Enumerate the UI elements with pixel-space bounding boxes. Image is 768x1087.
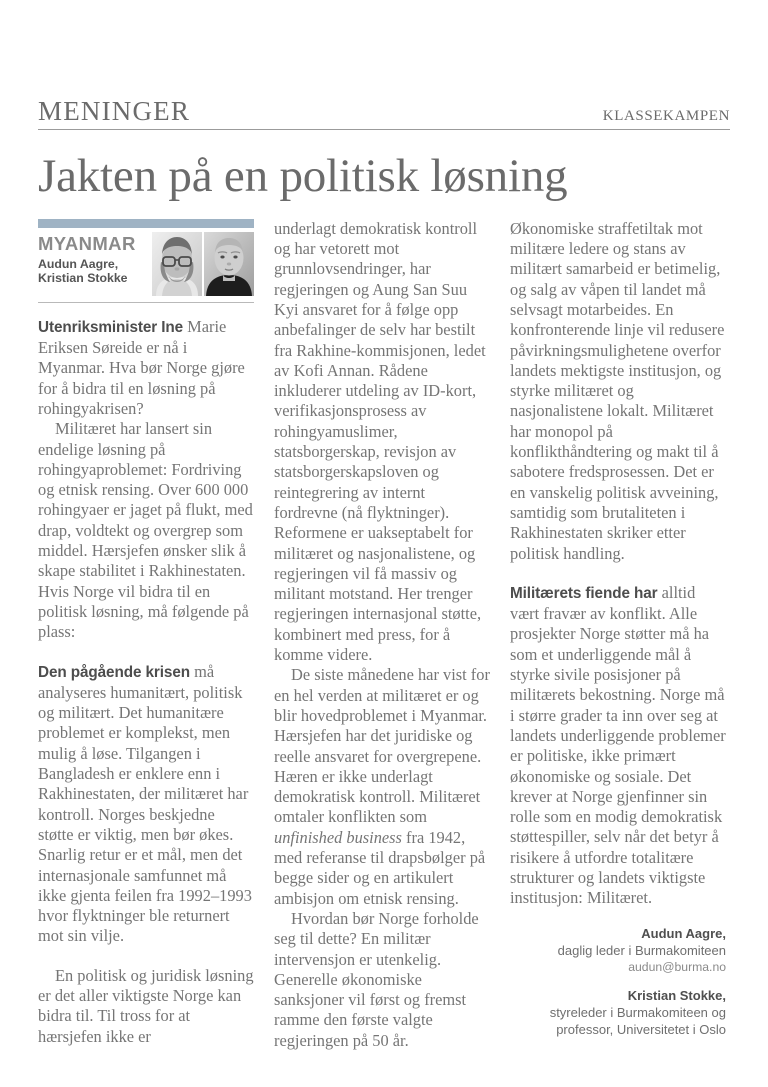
article-headline: Jakten på en politisk løsning (38, 150, 568, 202)
byline-author-1: Audun Aagre, (38, 257, 119, 272)
signoff-author-2 (510, 987, 726, 1038)
column-3 (510, 219, 726, 1051)
paragraph-text: alltid vært fravær av konflikt. Alle prosjekter Norge støtter må ha som et underliggende mål å styrke sivile posisjoner på militærets bekostning. Norge må i større grader ta inn over seg at landets underliggende problemer er politiske, ikke primært økonomiske og sosiale. Det krever at Norge gjenfinner sin rolle som en modig demokratisk støttespiller, selv når det betyr å risikere å utfordre totalitære strukturer og landets viktigste institusjon: Militæret. (510, 582, 726, 908)
author-portraits (152, 228, 254, 296)
article-body (38, 219, 730, 1051)
paragraph: En politisk og juridisk løsning er det aller viktigste Norge kan bidra til. Til tross for at hærsjefen ikke er (38, 965, 254, 1046)
column-1 (38, 219, 254, 1051)
section-title: MENINGER (38, 96, 191, 126)
paragraph: Militæret har lansert sin endelige løsning på rohingyaproblemet: Fordriving og etnisk rensing. Over 600 000 rohingyaer er jaget på flukt, med drap, voldtekt og overgrep som middel. Hærsjefen ønsker slik å skape stabilitet i Rakhinestaten. Hvis Norge vil bidra til en politisk løsning, må følgende på plass: (38, 419, 253, 642)
byline-text (38, 228, 136, 285)
signoff-author-1-email[interactable]: audun@burma.no (628, 959, 726, 974)
paragraph (510, 583, 726, 909)
paragraph (38, 662, 254, 947)
portrait-kristian-stokke (204, 232, 254, 296)
signoff-author-1-role: daglig leder i Burmakomiteen (557, 942, 726, 958)
signoff-author-2-name: Kristian Stokke, (627, 987, 726, 1003)
signoff-author-2-role-line-1: styreleder i Burmakomiteen og (549, 1004, 726, 1020)
publication-name: KLASSEKAMPEN (602, 108, 730, 124)
paragraph (274, 665, 490, 909)
byline-box (38, 219, 254, 303)
byline-author-2: Kristian Stokke (38, 271, 128, 286)
signoff-author-1-name: Audun Aagre, (641, 925, 726, 941)
paragraph: Hvordan bør Norge forholde seg til dette? En militær intervensjon er utenkelig. Generelle økonomiske sanksjoner vil først og fremst ramme den første valgte regjeringen på 50 år. (274, 908, 479, 1050)
paragraph: Økonomiske straffetiltak mot militære ledere og stans av militært samarbeid er betimelig, og salg av våpen til landet må selvsagt motarbeides. En konfronterende linje vil redusere påvirkningsmulighetene overfor landets mektigste institusjon, og styrke militæret og nasjonalistene lokalt. Militæret har monopol på konflikthåndtering og makt til å sabotere fredsprosessen. Det er en vanskelig politisk avveining, samtidig som brutaliteten i Rakhinestaten skriker etter politisk handling. (510, 218, 725, 563)
masthead (38, 0, 730, 130)
lead-in-text: Utenriksminister Ine (38, 318, 184, 336)
paragraph-text: Marie Eriksen Søreide er nå i Myanmar. Hva bør Norge gjøre for å bidra til en løsning på rohingyakrisen? (38, 316, 245, 418)
paragraph-text: fra 1942, med referanse til drapsbølger på begge sider og en artikulert ambisjon om etnisk rensing. (274, 827, 486, 908)
paragraph: underlagt demokratisk kontroll og har vetorett mot grunnlovsendringer, har regjeringen og Aung San Suu Kyi ansvaret for å følge opp anbefalinger de selv har bestilt fra Rakhine-kommisjonen, ledet av Kofi Annan. Rådene inkluderer utdeling av ID-kort, verifikasjonsprosess av rohingyamuslimer, statsborgerskap, revisjon av statsborgerskapsloven og reintegrering av internt fordrevne (nå flyktninger). Reformene er uakseptabelt for militæret og nasjonalistene, og regjeringen vil få massiv og militant motstand. Her trenger regjeringen internasjonal støtte, kombinert med press, for å komme videre. (274, 218, 486, 665)
paragraph (38, 317, 254, 419)
paragraph-text: De siste månedene har vist for en hel verden at militæret er og blir hovedproblemet i Myanmar. Hærsjefen har det juridiske og reelle ansvaret for overgrepene. Hæren er ikke underlagt demokratisk kontroll. Militæret omtaler konflikten som (274, 665, 490, 827)
topic-kicker: MYANMAR (38, 232, 136, 254)
author-signoff (510, 925, 726, 1038)
signoff-author-2-role-line-2: professor, Universitetet i Oslo (556, 1021, 726, 1037)
italic-phrase: unfinished business (274, 827, 402, 847)
portrait-audun-aagre (152, 232, 202, 296)
column-2 (274, 219, 490, 1051)
lead-in-text: Den pågående krisen (38, 663, 190, 681)
paragraph-text: må analyseres humanitært, politisk og militært. Det humanitære problemet er komplekst, men mulig å løse. Tilgangen i Bangladesh er enklere enn i Rakhinestaten, der militæret har kontroll. Norges beskjedne støtte er viktig, men bør økes. Snarlig retur er et mål, men det internasjonale samfunnet må ikke gjenta feilen fra 1992–1993 hvor flyktninger ble returnert mot sin vilje. (38, 661, 252, 946)
lead-in-text: Militærets fiende har (510, 584, 658, 602)
